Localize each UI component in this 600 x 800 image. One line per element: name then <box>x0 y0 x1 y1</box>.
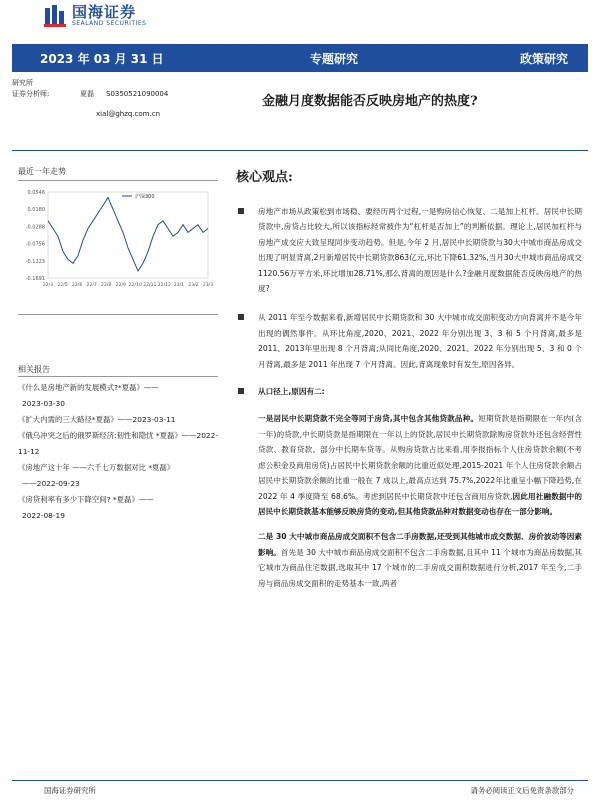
related-report-item[interactable] <box>18 460 218 492</box>
divider <box>18 376 218 377</box>
x-tick-label: 22/8 <box>101 283 112 288</box>
x-tick-label: 22/7 <box>86 283 97 288</box>
analyst-info <box>12 78 168 100</box>
series-line-hs300 <box>48 198 208 271</box>
x-tick-label: 22/10 <box>128 283 142 288</box>
related-title: 相关报告 <box>18 365 50 374</box>
para-body: 短期贷款是指期限在一年内(含一年)的贷款,中长期贷款是指期限在一年以上的贷款,居民中长期贷款除购房贷款外还包含经营性贷款、教育贷款、部分中长期车贷等。从购房贷款占比来看,用李报指标个人住房贷款余额(不考虑公积金及商用房贷)占居民中长期贷款余额的比重近似处理,2015-2021 年个人住房贷款余额占居民中长期贷款余额的比重一般在 7 成以上,最高点达到 75.7%,2022年比重呈小幅下降趋势,在 2022 年 4 季度降至 68.6%。考虑到居民中长期贷款中还包含商用房贷款, <box>258 414 582 501</box>
bullet-heading: 从口径上,原因有二: <box>236 384 582 399</box>
bullet-paragraph: 从 2011 年至今数据来看,新增居民中长期贷款和 30 大中城市成交面积变动方向背离并不是今年出现的偶然事件。从环比角度,2020、2021、2022 年分别出现 3、3 和 5 个月背离,最多是 2011、2013年里出现 8 个月背离;从同比角度,2020、2021、2022 年分别出现 5、3 和 0 个月背离,最多是 2011 年出现 7 个月背离。因此,背离现象时有发生,原因各异。 <box>236 310 582 372</box>
footer-divider <box>12 780 588 781</box>
report-title: 金融月度数据能否反映房地产的热度? <box>262 94 478 109</box>
related-report-item[interactable] <box>18 428 218 460</box>
y-tick-label: -0.0288 <box>25 224 45 231</box>
x-tick-label: 23/1 <box>173 283 185 288</box>
para-body: 首先是 30 大中城市商品房成交面积不包含二手房数据,且其中 11 个城市为商品房数据,其它城市为商品住宅数据,选取其中 17 个城市的二手房成交面积数据进行分析,2017 年至今,二手房与商品房成交面积的走势基本一致,两者 <box>258 547 583 588</box>
x-tick-label: 23/3 <box>202 283 214 288</box>
plot-frame <box>48 192 208 278</box>
related-report-date: ——2022-09-23 <box>22 479 80 488</box>
y-tick-label: -0.1223 <box>25 258 45 265</box>
analyst-cert: S0350521090004 <box>106 90 169 98</box>
analyst-email[interactable]: xial@ghzq.com.cn <box>96 110 161 118</box>
related-report-item[interactable] <box>18 412 218 428</box>
x-tick-label: 22/9 <box>115 283 126 288</box>
x-tick-label: 22/11 <box>143 283 157 288</box>
logo-cn: 国海证券 <box>72 3 137 21</box>
main-content <box>236 204 582 601</box>
legend-label: 沪深300 <box>135 194 155 200</box>
divider <box>12 150 588 151</box>
related-report-title: 《扩大内需的三大路径*夏磊》——2023-03-11 <box>18 415 176 424</box>
trend-chart <box>18 186 218 294</box>
y-tick-label: 0.0180 <box>27 207 45 214</box>
x-tick-label: 23/2 <box>188 283 199 288</box>
paragraph <box>236 529 582 591</box>
divider <box>18 314 218 315</box>
logo-en: SEALAND SECURITIES <box>72 20 147 27</box>
related-report-item[interactable] <box>18 492 218 524</box>
divider <box>18 180 218 181</box>
paragraph <box>236 411 582 519</box>
company-logo <box>44 4 146 27</box>
x-tick-label: 22/3 <box>42 283 54 288</box>
core-heading: 核心观点: <box>236 170 293 185</box>
related-report-title: 《房贷利率有多少下降空间? *夏磊》—— <box>18 495 154 504</box>
related-reports-list <box>18 380 218 524</box>
analyst-label: 证券分析师: <box>12 90 50 98</box>
related-report-item[interactable] <box>18 380 218 412</box>
x-tick-label: 22/6 <box>71 283 83 288</box>
related-report-title: 《房地产这十年 ——六千七万数据对比 *夏磊》 <box>18 463 175 472</box>
related-report-date: 2022-08-19 <box>22 511 65 520</box>
para-conclusion: 因此用社融数据中的居民中长期贷款基本能够反映房贷的变动,但其他贷款品种对数据变动也存在一部分影响。 <box>258 491 582 516</box>
report-date: 2023 年 03 月 31 日 <box>40 51 164 66</box>
para-lead: 二是 30 大中城市商品房成交面积不包含二手房数据,还受到其他城市成交数据、房价波动等因素影响。 <box>258 532 582 557</box>
report-type: 专题研究 <box>310 51 359 66</box>
analyst-name: 夏磊 <box>80 90 94 98</box>
bullet-paragraph: 房地产市场从政策松到市场稳、要经历两个过程,一是购房信心恢复、二是加上杠杆。居民中长期贷款中,房贷占比较大,所以该指标经常被作为“杠杆是否加上”的判断依据。理论上,居民加杠杆与房地产成交应大致呈现同步变动趋势。但是,今年 2 月,居民中长期贷款与30大中城市商品房成交出现了明显背离,2月新增居民中长期贷款863亿元,环比下降61.32%,当月30大中城市商品房成交1120.56万平方米,环比增加28.71%,那么背离的原因是什么?金融月度数据能否反映房地产的热度? <box>236 204 582 296</box>
report-category: 政策研究 <box>519 51 568 66</box>
x-tick-label: 22/5 <box>57 283 68 288</box>
para-lead: 一是居民中长期贷款不完全等同于房贷,其中包含其他贷款品种。 <box>258 414 479 424</box>
related-report-title: 《俄乌冲突之后的俄罗斯经济:韧性和隐忧 *夏磊》——2022-11-12 <box>18 431 218 456</box>
x-tick-label: 22/12 <box>157 283 171 288</box>
related-report-title: 《什么是房地产新的发展模式?*夏磊》—— <box>18 383 159 392</box>
footer-left: 国海证券研究所 <box>44 786 96 795</box>
analyst-dept: 研究所 <box>12 79 33 87</box>
y-tick-label: 0.0546 <box>27 190 45 196</box>
related-report-date: 2023-03-30 <box>22 399 65 408</box>
y-tick-label: -0.0756 <box>25 241 45 248</box>
y-tick-label: -0.1691 <box>25 276 45 282</box>
header-banner <box>12 44 588 72</box>
trend-title: 最近一年走势 <box>18 167 66 176</box>
logo-icon <box>44 5 66 27</box>
footer-right: 请务必阅读正文后免责条款部分 <box>470 786 574 795</box>
